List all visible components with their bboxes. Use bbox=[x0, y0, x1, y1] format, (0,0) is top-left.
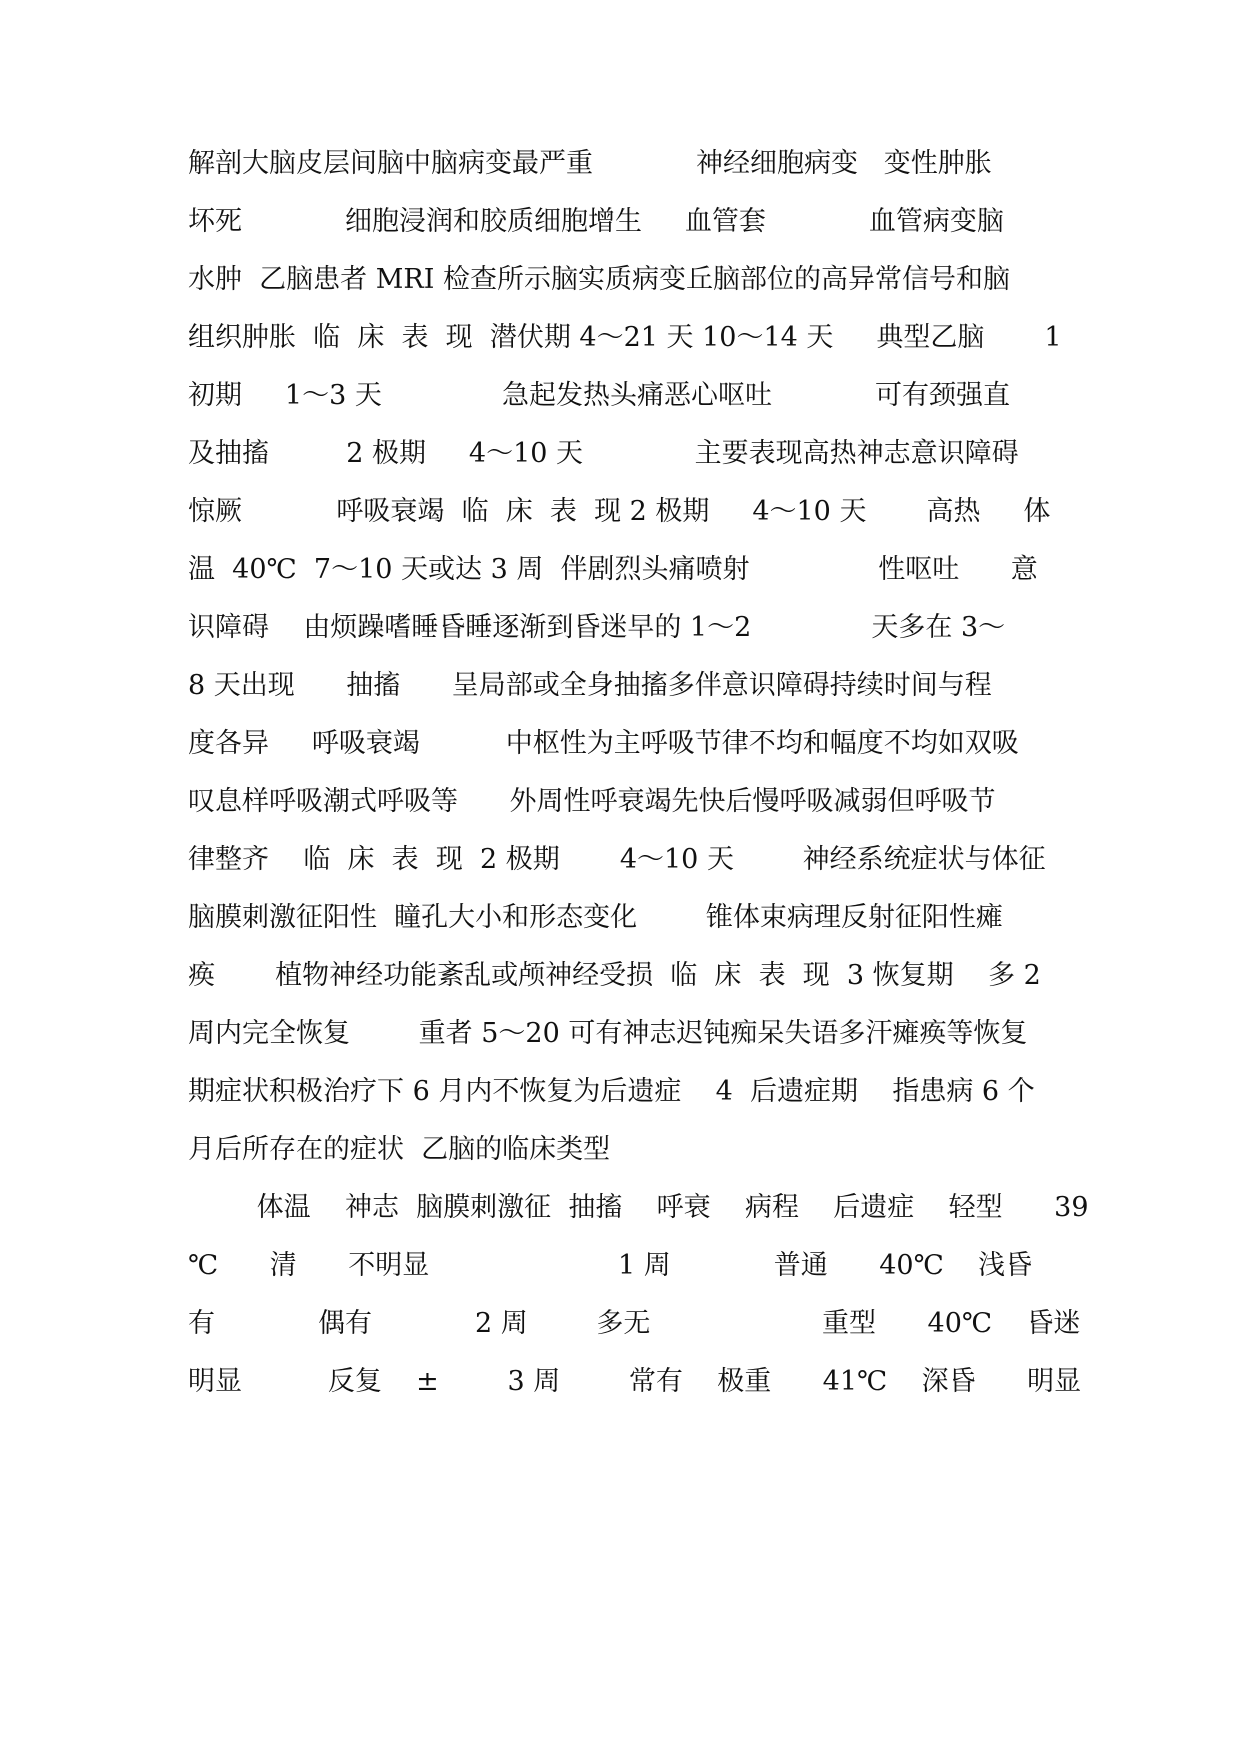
text-line: 惊厥 呼吸衰竭 临 床 表 现 2 极期 4～10 天 高热 体 bbox=[188, 496, 1051, 527]
text-line: 明显 反复 ± 3 周 常有 极重 41℃ 深昏 明显 bbox=[188, 1366, 1082, 1397]
text-line: 体温 神志 脑膜刺激征 抽搐 呼衰 病程 后遗症 轻型 39 bbox=[188, 1192, 1089, 1223]
text-line: 期症状积极治疗下 6 月内不恢复为后遗症 4 后遗症期 指患病 6 个 bbox=[188, 1076, 1035, 1107]
text-line: 脑膜刺激征阳性 瞳孔大小和形态变化 锥体束病理反射征阳性瘫 bbox=[188, 902, 1003, 933]
text-line: 叹息样呼吸潮式呼吸等 外周性呼衰竭先快后慢呼吸减弱但呼吸节 bbox=[188, 786, 996, 817]
text-line: 周内完全恢复 重者 5～20 可有神志迟钝痴呆失语多汗瘫痪等恢复 bbox=[188, 1018, 1028, 1049]
text-line: 初期 1～3 天 急起发热头痛恶心呕吐 可有颈强直 bbox=[188, 380, 1010, 411]
text-line: 痪 植物神经功能紊乱或颅神经受损 临 床 表 现 3 恢复期 多 2 bbox=[188, 960, 1041, 991]
text-line: 组织肿胀 临 床 表 现 潜伏期 4～21 天 10～14 天 典型乙脑 1 bbox=[188, 322, 1062, 353]
text-line: 律整齐 临 床 表 现 2 极期 4～10 天 神经系统症状与体征 bbox=[188, 844, 1046, 875]
text-line: 有 偶有 2 周 多无 重型 40℃ 昏迷 bbox=[188, 1308, 1081, 1339]
text-line: ℃ 清 不明显 1 周 普通 40℃ 浅昏 bbox=[188, 1250, 1033, 1281]
text-line: 识障碍 由烦躁嗜睡昏睡逐渐到昏迷早的 1～2 天多在 3～ bbox=[188, 612, 1006, 643]
text-line: 及抽搐 2 极期 4～10 天 主要表现高热神志意识障碍 bbox=[188, 438, 1019, 469]
text-line: 度各异 呼吸衰竭 中枢性为主呼吸节律不均和幅度不均如双吸 bbox=[188, 728, 1019, 759]
text-line: 水肿 乙脑患者 MRI 检查所示脑实质病变丘脑部位的高异常信号和脑 bbox=[188, 264, 1010, 295]
text-line: 8 天出现 抽搐 呈局部或全身抽搐多伴意识障碍持续时间与程 bbox=[188, 670, 992, 701]
text-line: 坏死 细胞浸润和胶质细胞增生 血管套 血管病变脑 bbox=[188, 206, 1004, 237]
text-line: 温 40℃ 7～10 天或达 3 周 伴剧烈头痛喷射 性呕吐 意 bbox=[188, 554, 1038, 585]
text-line: 解剖大脑皮层间脑中脑病变最严重 神经细胞病变 变性肿胀 bbox=[188, 148, 992, 179]
text-line: 月后所存在的症状 乙脑的临床类型 bbox=[188, 1134, 611, 1165]
